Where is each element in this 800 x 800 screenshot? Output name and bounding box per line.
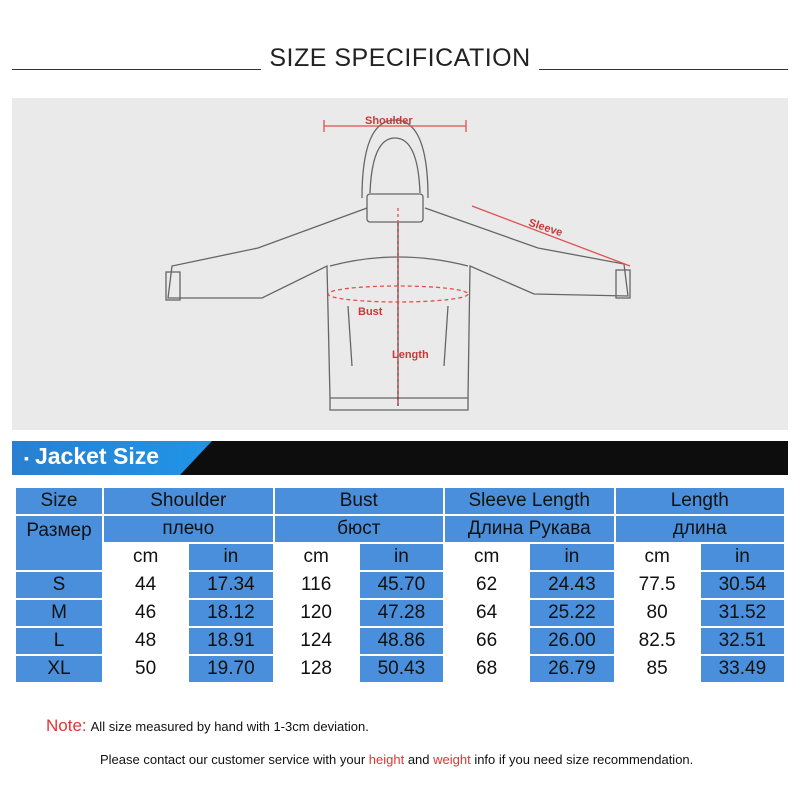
table-cell: 46	[104, 600, 187, 626]
size-table	[14, 486, 786, 684]
table-cell: 50	[104, 656, 187, 682]
table-row	[16, 572, 784, 598]
table-cell: 25.22	[530, 600, 613, 626]
unit-cell: in	[530, 544, 613, 570]
table-cell: 31.52	[701, 600, 784, 626]
table-row	[16, 656, 784, 682]
table-cell: 18.91	[189, 628, 272, 654]
table-cell: 128	[275, 656, 358, 682]
table-cell: 80	[616, 600, 699, 626]
note-label: Note:	[46, 716, 87, 735]
size-cell: XL	[16, 656, 102, 682]
col-header-shoulder-ru: плечо	[104, 516, 273, 542]
table-cell: 19.70	[189, 656, 272, 682]
col-header-bust-ru: бюст	[275, 516, 444, 542]
table-row	[16, 628, 784, 654]
size-cell: S	[16, 572, 102, 598]
col-header-length-ru: длина	[616, 516, 785, 542]
shoulder-label: Shoulder	[365, 115, 413, 127]
table-cell: 32.51	[701, 628, 784, 654]
table-cell: 18.12	[189, 600, 272, 626]
unit-cell: in	[189, 544, 272, 570]
table-cell: 62	[445, 572, 528, 598]
length-label: Length	[392, 349, 429, 361]
table-cell: 48	[104, 628, 187, 654]
jacket-diagram	[12, 98, 788, 430]
header	[0, 0, 800, 90]
table-cell: 30.54	[701, 572, 784, 598]
table-cell: 50.43	[360, 656, 443, 682]
unit-cell: in	[360, 544, 443, 570]
table-cell: 85	[616, 656, 699, 682]
height-highlight: height	[368, 752, 405, 767]
col-header-bust: Bust	[275, 488, 444, 514]
col-header-sleeve-ru: Длина Рукава	[445, 516, 614, 542]
table-cell: 24.43	[530, 572, 613, 598]
table-row	[16, 600, 784, 626]
page-title: SIZE SPECIFICATION	[261, 44, 538, 72]
unit-cell: cm	[445, 544, 528, 570]
table-cell: 64	[445, 600, 528, 626]
table-cell: 48.86	[360, 628, 443, 654]
table-cell: 124	[275, 628, 358, 654]
measure-lines	[12, 98, 788, 430]
table-cell: 116	[275, 572, 358, 598]
size-cell: M	[16, 600, 102, 626]
table-cell: 45.70	[360, 572, 443, 598]
size-header: Size	[16, 488, 102, 514]
table-cell: 82.5	[616, 628, 699, 654]
note-text: All size measured by hand with 1-3cm deviation.	[90, 719, 369, 734]
table-cell: 47.28	[360, 600, 443, 626]
units-row	[16, 544, 784, 570]
weight-highlight: weight	[433, 752, 471, 767]
unit-cell: cm	[275, 544, 358, 570]
unit-cell: cm	[104, 544, 187, 570]
size-cell: L	[16, 628, 102, 654]
sleeve-label: Sleeve	[526, 216, 564, 240]
unit-cell: cm	[616, 544, 699, 570]
contact-text-a: Please contact our customer service with your	[100, 752, 369, 767]
table-cell: 66	[445, 628, 528, 654]
table-cell: 44	[104, 572, 187, 598]
table-cell: 120	[275, 600, 358, 626]
note-line	[46, 716, 369, 736]
unit-cell: in	[701, 544, 784, 570]
table-cell: 68	[445, 656, 528, 682]
header-row-ru	[16, 516, 784, 542]
banner-title: ▪ Jacket Size	[24, 443, 159, 470]
col-header-sleeve: Sleeve Length	[445, 488, 614, 514]
table-cell: 33.49	[701, 656, 784, 682]
table-cell: 26.79	[530, 656, 613, 682]
col-header-shoulder: Shoulder	[104, 488, 273, 514]
table-cell: 26.00	[530, 628, 613, 654]
table-cell: 17.34	[189, 572, 272, 598]
table-cell: 77.5	[616, 572, 699, 598]
contact-and: and	[404, 752, 434, 767]
section-banner	[12, 441, 788, 475]
contact-text-b: info if you need size recommendation.	[470, 752, 694, 767]
bust-label: Bust	[358, 306, 383, 318]
col-header-length: Length	[616, 488, 785, 514]
header-row-en	[16, 488, 784, 514]
contact-line	[100, 752, 693, 767]
size-header-ru: Размер	[16, 516, 102, 570]
